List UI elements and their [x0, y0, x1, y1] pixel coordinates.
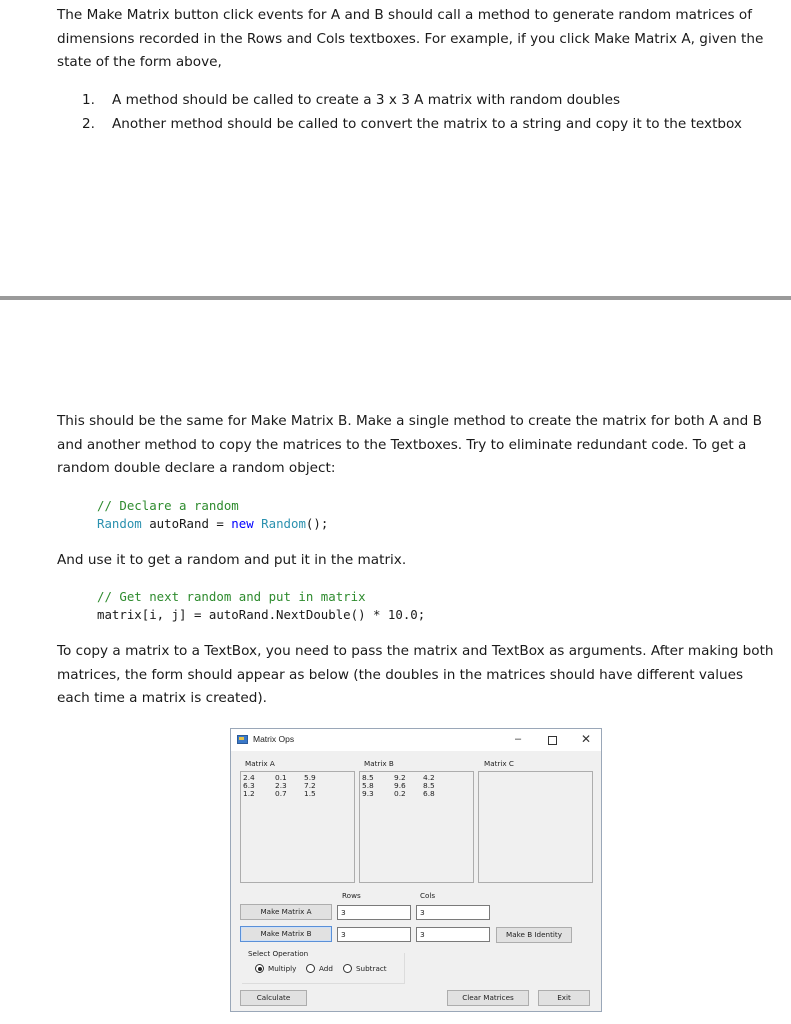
matrix-b-values: [362, 774, 447, 798]
list-item: 2. Another method should be called to convert the matrix to a string and copy it to the textbox: [82, 116, 742, 132]
matrix-cell: 0.7: [275, 789, 287, 798]
intro-paragraph: The Make Matrix button click events for A and B should call a method to generate random matrices of dimensions recorded in the Rows and Cols textboxes. For example, if you click Make Matrix A, given the state of the form above,: [57, 7, 764, 70]
code-block-random: // Get next random and put in matrix matrix[i, j] = autoRand.NextDouble() * 10.0;: [97, 589, 426, 622]
make-matrix-b-button[interactable]: Make Matrix B: [240, 926, 332, 942]
radio-add[interactable]: Add: [306, 964, 333, 973]
matrix-cell: 9.3: [362, 789, 374, 798]
matrix-c-textbox[interactable]: [478, 771, 593, 883]
maximize-icon[interactable]: [543, 732, 561, 747]
matrix-cell: 8.5: [362, 773, 374, 782]
close-icon[interactable]: ✕: [580, 732, 592, 746]
use-random-paragraph: And use it to get a random and put it in the matrix.: [57, 552, 407, 568]
cols-label: Cols: [420, 891, 436, 900]
select-operation-label: Select Operation: [248, 949, 309, 958]
make-b-identity-button[interactable]: Make B Identity: [496, 927, 572, 943]
matrix-a-values: [243, 774, 328, 798]
radio-multiply[interactable]: Multiply: [255, 964, 296, 973]
title-bar: [231, 729, 601, 751]
matrix-cell: 4.2: [423, 773, 435, 782]
matrix-cell: 6.8: [423, 789, 435, 798]
matrix-cell: 1.2: [243, 789, 255, 798]
exit-button[interactable]: Exit: [538, 990, 590, 1006]
matrix-cell: 2.3: [275, 781, 287, 790]
matrix-cell: 9.2: [394, 773, 406, 782]
steps-list: [82, 88, 742, 136]
clear-matrices-button[interactable]: Clear Matrices: [447, 990, 529, 1006]
matrix-b-label: Matrix B: [364, 759, 394, 768]
matrix-cell: 6.3: [243, 781, 255, 790]
matrix-cell: 5.8: [362, 781, 374, 790]
rows-label: Rows: [342, 891, 361, 900]
matrix-cell: 5.9: [304, 773, 316, 782]
calculate-button[interactable]: Calculate: [240, 990, 307, 1006]
matrix-cell: 9.6: [394, 781, 406, 790]
matrix-a-textbox[interactable]: [240, 771, 355, 883]
matrix-cell: 0.2: [394, 789, 406, 798]
matrix-a-label: Matrix A: [245, 759, 275, 768]
radio-dot-icon: [255, 964, 264, 973]
matrix-cell: 8.5: [423, 781, 435, 790]
code-block-declare: // Declare a random Random autoRand = new Random();: [97, 498, 329, 531]
radio-subtract[interactable]: Subtract: [343, 964, 387, 973]
radio-dot-icon: [343, 964, 352, 973]
rows-b-input[interactable]: 3: [337, 927, 411, 942]
matrix-cell: 2.4: [243, 773, 255, 782]
list-item: 1. A method should be called to create a 3 x 3 A matrix with random doubles: [82, 92, 621, 108]
radio-dot-icon: [306, 964, 315, 973]
cols-b-input[interactable]: 3: [416, 927, 490, 942]
matrix-cell: 7.2: [304, 781, 316, 790]
make-matrix-a-button[interactable]: Make Matrix A: [240, 904, 332, 920]
cols-a-input[interactable]: 3: [416, 905, 490, 920]
minimize-icon[interactable]: –: [514, 733, 522, 745]
matrix-cell: 1.5: [304, 789, 316, 798]
make-b-paragraph: This should be the same for Make Matrix B. Make a single method to create the matrix for both A and B and another method to copy the matrices to the Textboxes. Try to eliminate redundant code. To get a random double declare a random object:: [57, 413, 762, 476]
copy-matrix-paragraph: To copy a matrix to a TextBox, you need to pass the matrix and TextBox as arguments. After making both matrices, the form should appear as below (the doubles in the matrices should have different values each time a matrix is created).: [57, 643, 774, 706]
page-divider: [0, 296, 791, 300]
rows-a-input[interactable]: 3: [337, 905, 411, 920]
matrix-c-label: Matrix C: [484, 759, 514, 768]
window-title: Matrix Ops: [253, 734, 295, 744]
matrix-app-icon: [237, 735, 248, 744]
matrix-b-textbox[interactable]: [359, 771, 474, 883]
matrix-cell: 0.1: [275, 773, 287, 782]
